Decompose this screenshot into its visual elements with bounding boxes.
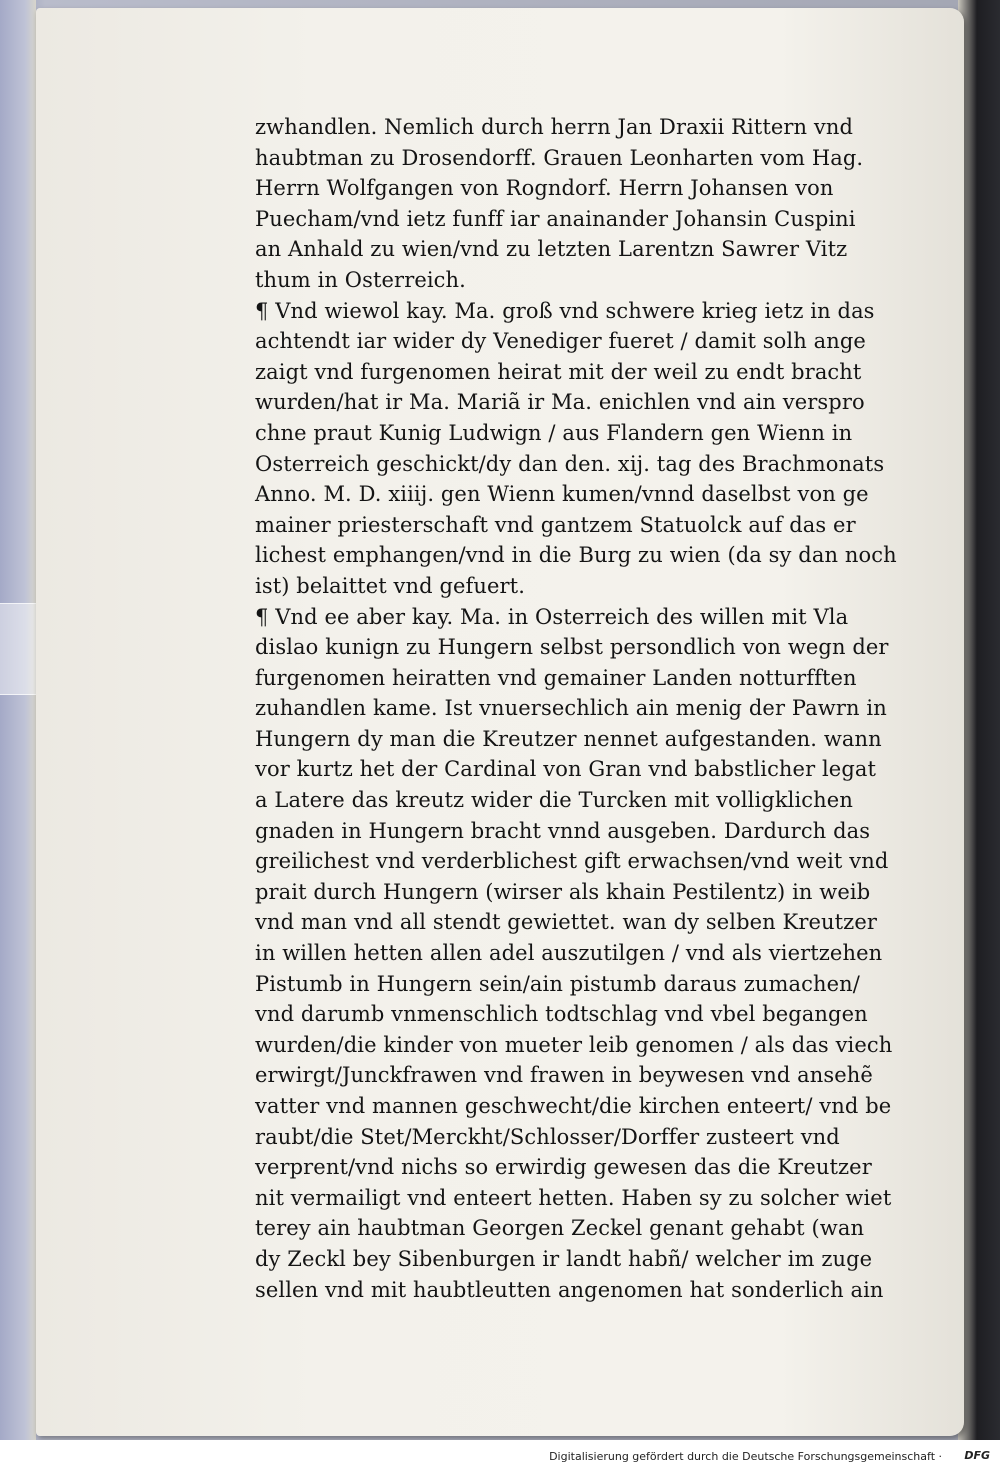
text-line: ist) belaittet vnd gefuert. [255, 573, 525, 598]
text-line: Herrn Wolfgangen von Rogndorf. Herrn Johansen von [255, 176, 834, 201]
text-line: ¶ Vnd wiewol kay. Ma. groß vnd schwere krieg ietz in das [255, 298, 875, 323]
text-line: wurden/die kinder von mueter leib genomen / als das viech [255, 1032, 893, 1057]
page-text [255, 112, 955, 1305]
text-line: dy Zeckl bey Sibenburgen ir landt habñ/ welcher im zuge [255, 1246, 873, 1271]
text-line: Puecham/vnd ietz funff iar anainander Johansin Cuspini [255, 206, 856, 231]
digitization-footer [0, 1440, 1000, 1474]
text-line: Osterreich geschickt/dy dan den. xij. tag des Brachmonats [255, 451, 885, 476]
text-line: haubtman zu Drosendorff. Grauen Leonharten vom Hag. [255, 145, 864, 170]
text-line: an Anhald zu wien/vnd zu letzten Larentzn Sawrer Vitz [255, 237, 848, 262]
text-line: erwirgt/Junckfrawen vnd frawen in beywesen vnd ansehẽ [255, 1063, 873, 1088]
text-line: chne praut Kunig Ludwign / aus Flandern gen Wienn in [255, 420, 853, 445]
text-line: prait durch Hungern (wirser als khain Pestilentz) in weib [255, 879, 871, 904]
text-line: vatter vnd mannen geschwecht/die kirchen enteert/ vnd be [255, 1094, 892, 1118]
text-line: terey ain haubtman Georgen Zeckel genant gehabt (wan [255, 1216, 865, 1241]
text-line: a Latere das kreutz wider die Turcken mit volligklichen [255, 788, 853, 813]
text-line: zuhandlen kame. Ist vnuersechlich ain menig der Pawrn in [255, 696, 887, 721]
text-line: thum in Osterreich. [255, 267, 466, 292]
text-line: Anno. M. D. xiiij. gen Wienn kumen/vnnd daselbst von ge [255, 482, 869, 507]
text-line: gnaden in Hungern bracht vnnd ausgeben. Dardurch das [255, 818, 871, 843]
text-line: raubt/die Stet/Merckht/Schlosser/Dorffer zusteert vnd [255, 1124, 840, 1149]
text-line: vnd darumb vnmenschlich todtschlag vnd vbel begangen [255, 1002, 868, 1027]
text-line: Pistumb in Hungern sein/ain pistumb daraus zumachen/ [255, 971, 860, 996]
text-line: greilichest vnd verderblichest gift erwachsen/vnd weit vnd [255, 849, 889, 874]
text-line: Hungern dy man die Kreutzer nennet aufgestanden. wann [255, 726, 882, 751]
text-line: furgenomen heiratten vnd gemainer Landen notturfften [255, 665, 857, 690]
text-line: sellen vnd mit haubtleutten angenomen hat sonderlich ain [255, 1277, 884, 1302]
funding-notice: Digitalisierung gefördert durch die Deutsche Forschungsgemeinschaft · [549, 1450, 942, 1463]
cover-edge [0, 0, 36, 1440]
text-line: vor kurtz het der Cardinal von Gran vnd babstlicher legat [255, 757, 877, 782]
binding-shadow [958, 0, 1000, 1440]
text-line: ¶ Vnd ee aber kay. Ma. in Osterreich des willen mit Vla [255, 604, 849, 629]
text-line: verprent/vnd nichs so erwirdig gewesen das die Kreutzer [255, 1155, 872, 1180]
text-line: zaigt vnd furgenomen heirat mit der weil zu endt bracht [255, 359, 862, 384]
text-line: achtendt iar wider dy Venediger fueret / damit solh ange [255, 329, 866, 354]
text-line: vnd man vnd all stendt gewiettet. wan dy selben Kreutzer [255, 910, 878, 935]
dfg-logo: DFG [964, 1449, 990, 1462]
text-line: wurden/hat ir Ma. Mariã ir Ma. enichlen vnd ain verspro [255, 390, 865, 415]
text-line: in willen hetten allen adel auszutilgen / vnd als viertzehen [255, 941, 883, 966]
text-line: mainer priesterschaft vnd gantzem Statuolck auf das er [255, 512, 856, 537]
text-line: dislao kunign zu Hungern selbst persondlich von wegn der [255, 635, 889, 660]
text-line: zwhandlen. Nemlich durch herrn Jan Draxii Rittern vnd [255, 115, 854, 139]
text-line: nit vermailigt vnd enteert hetten. Haben sy zu solcher wiet [255, 1185, 892, 1210]
text-line: lichest emphangen/vnd in die Burg zu wien (da sy dan noch [255, 543, 897, 568]
